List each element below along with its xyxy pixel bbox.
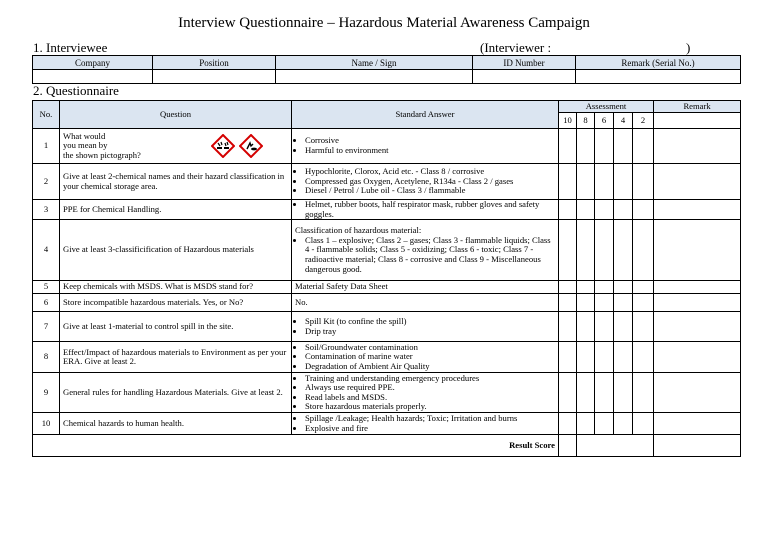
answer-list — [295, 317, 556, 336]
score-8-cell[interactable] — [577, 200, 595, 220]
score-6-cell[interactable] — [595, 220, 614, 281]
result-score-cell[interactable] — [559, 435, 577, 457]
score-4-cell[interactable] — [614, 164, 633, 200]
score-8-cell[interactable] — [577, 373, 595, 413]
score-10-cell[interactable] — [559, 164, 577, 200]
answer-item: • Store hazardous materials properly. — [305, 402, 556, 412]
score-10-cell[interactable] — [559, 200, 577, 220]
hazard-pictograms — [211, 134, 263, 158]
score-4-cell[interactable] — [614, 342, 633, 373]
score-6-cell[interactable] — [595, 129, 614, 164]
score-10-cell[interactable] — [559, 342, 577, 373]
score-10-cell[interactable] — [559, 129, 577, 164]
row-number: 4 — [33, 220, 60, 281]
answer-cell — [292, 164, 559, 200]
section1-heading: 1. Interviewee — [33, 40, 108, 55]
answer-item: • Harmful to environment — [305, 146, 556, 156]
question-cell: Effect/Impact of hazardous materials to Environment as per your ERA. Give at least 2. — [60, 342, 292, 373]
header-question: Question — [60, 101, 292, 129]
answer-intro: Material Safety Data Sheet — [295, 281, 388, 292]
answer-item: • Spillage /Leakage; Health hazards; Toxic; Irritation and burns — [305, 414, 556, 424]
company-cell[interactable] — [33, 70, 153, 84]
row-number: 8 — [33, 342, 60, 373]
col-remark: Remark (Serial No.) — [576, 56, 741, 70]
score-6: 6 — [595, 113, 614, 129]
answer-item: • Explosive and fire — [305, 424, 556, 434]
table-row — [33, 373, 741, 413]
remark-input-cell[interactable] — [654, 164, 741, 200]
row-number: 6 — [33, 294, 60, 312]
question-cell: Keep chemicals with MSDS. What is MSDS stand for? — [60, 281, 292, 294]
score-6-cell[interactable] — [595, 200, 614, 220]
score-8-cell[interactable] — [577, 281, 595, 294]
answer-cell — [292, 281, 559, 294]
answer-list — [295, 167, 556, 196]
question-cell: Give at least 1-material to control spill in the site. — [60, 312, 292, 342]
score-4-cell[interactable] — [614, 220, 633, 281]
table-row — [33, 220, 741, 281]
row-number: 7 — [33, 312, 60, 342]
score-4-cell[interactable] — [614, 312, 633, 342]
answer-item: • Class 1 – explosive; Class 2 – gases; Class 3 - flammable liquids; Class 4 - flammable solids; Class 5 - oxidizing; Class 6 - toxic; Class 7 - radioactive material; Class 8 - corrosive and Class 9 - Miscellaneous dangerous good. — [305, 236, 556, 275]
section2-heading: 2. Questionnaire — [33, 83, 119, 98]
score-4-cell[interactable] — [614, 294, 633, 312]
remark-input-cell[interactable] — [654, 294, 741, 312]
answer-item: • Corrosive — [305, 136, 556, 146]
score-8-cell[interactable] — [577, 342, 595, 373]
row-number: 2 — [33, 164, 60, 200]
answer-list — [295, 236, 556, 275]
col-id-number: ID Number — [473, 56, 576, 70]
result-score-blank — [577, 435, 654, 457]
question-text: What would you mean by the shown pictograph? — [63, 130, 141, 160]
remark-subheader — [654, 113, 741, 129]
answer-intro: No. — [295, 296, 308, 307]
answer-item: • Soil/Groundwater contamination — [305, 343, 556, 353]
score-2-cell[interactable] — [633, 164, 654, 200]
result-score-label: Result Score — [33, 435, 559, 457]
row-number: 10 — [33, 413, 60, 435]
table-row — [33, 200, 741, 220]
answer-item: • Helmet, rubber boots, half respirator mask, rubber gloves and safety goggles. — [305, 200, 556, 219]
header-answer: Standard Answer — [292, 101, 559, 129]
answer-cell — [292, 129, 559, 164]
answer-item: • Degradation of Ambient Air Quality — [305, 362, 556, 372]
row-number: 3 — [33, 200, 60, 220]
score-10-cell[interactable] — [559, 413, 577, 435]
answer-item: • Hypochlorite, Clorox, Acid etc. - Class 8 / corrosive — [305, 167, 556, 177]
score-4: 4 — [614, 113, 633, 129]
score-6-cell[interactable] — [595, 164, 614, 200]
score-6-cell[interactable] — [595, 342, 614, 373]
score-2-cell[interactable] — [633, 413, 654, 435]
score-2-cell[interactable] — [633, 200, 654, 220]
answer-item: • Always use required PPE. — [305, 383, 556, 393]
answer-item: • Compressed gas Oxygen, Acetylene, R134a - Class 2 / gases — [305, 177, 556, 187]
table-row — [33, 129, 741, 164]
score-10-cell[interactable] — [559, 294, 577, 312]
answer-cell — [292, 413, 559, 435]
score-6-cell[interactable] — [595, 281, 614, 294]
remark-input-cell[interactable] — [654, 312, 741, 342]
remark-input-cell[interactable] — [654, 220, 741, 281]
col-position: Position — [153, 56, 276, 70]
question-cell: Give at least 3-classificification of Hazardous materials — [60, 220, 292, 281]
remark-input-cell[interactable] — [654, 342, 741, 373]
score-6-cell[interactable] — [595, 294, 614, 312]
answer-cell — [292, 342, 559, 373]
environment-hazard-pictogram-icon — [239, 134, 263, 158]
answer-cell — [292, 294, 559, 312]
table-row — [33, 312, 741, 342]
score-2: 2 — [633, 113, 654, 129]
answer-list — [295, 136, 556, 155]
answer-list — [295, 200, 556, 219]
score-10-cell[interactable] — [559, 312, 577, 342]
score-10-cell[interactable] — [559, 281, 577, 294]
score-8-cell[interactable] — [577, 294, 595, 312]
score-2-cell[interactable] — [633, 220, 654, 281]
interviewer-close: ) — [686, 40, 691, 55]
remark-input-cell[interactable] — [654, 200, 741, 220]
remark-input-cell[interactable] — [654, 413, 741, 435]
table-row — [33, 164, 741, 200]
question-cell: Give at least 2-chemical names and their hazard classification in your chemical storage area. — [60, 164, 292, 200]
name-sign-cell[interactable] — [276, 70, 473, 84]
answer-item: • Drip tray — [305, 327, 556, 337]
score-2-cell[interactable] — [633, 312, 654, 342]
remark-input-cell[interactable] — [654, 373, 741, 413]
header-remark: Remark — [654, 101, 741, 113]
table-row — [33, 294, 741, 312]
result-remark-cell[interactable] — [654, 435, 741, 457]
score-8-cell[interactable] — [577, 220, 595, 281]
row-number: 1 — [33, 129, 60, 164]
question-rows — [33, 129, 741, 435]
score-2-cell[interactable] — [633, 129, 654, 164]
interviewee-table — [32, 55, 741, 84]
score-6-cell[interactable] — [595, 413, 614, 435]
question-cell: PPE for Chemical Handling. — [60, 200, 292, 220]
score-6-cell[interactable] — [595, 312, 614, 342]
header-assessment: Assessment — [559, 101, 654, 113]
score-8: 8 — [577, 113, 595, 129]
score-8-cell[interactable] — [577, 312, 595, 342]
position-cell[interactable] — [153, 70, 276, 84]
col-company: Company — [33, 56, 153, 70]
col-name-sign: Name / Sign — [276, 56, 473, 70]
score-8-cell[interactable] — [577, 164, 595, 200]
table-row — [33, 342, 741, 373]
answer-cell — [292, 373, 559, 413]
table-row — [33, 281, 741, 294]
table-row — [33, 413, 741, 435]
question-cell: Chemical hazards to human health. — [60, 413, 292, 435]
row-number: 9 — [33, 373, 60, 413]
answer-cell — [292, 220, 559, 281]
questionnaire-table — [32, 100, 741, 457]
question-cell — [60, 129, 292, 164]
answer-list — [295, 374, 556, 413]
question-cell: Store incompatible hazardous materials. Yes, or No? — [60, 294, 292, 312]
score-2-cell[interactable] — [633, 342, 654, 373]
row-number: 5 — [33, 281, 60, 294]
score-4-cell[interactable] — [614, 281, 633, 294]
answer-list — [295, 414, 556, 433]
score-10-cell[interactable] — [559, 220, 577, 281]
header-no: No. — [33, 101, 60, 129]
score-6-cell[interactable] — [595, 373, 614, 413]
answer-item: • Training and understanding emergency procedures — [305, 374, 556, 384]
interviewer-label: (Interviewer : — [480, 40, 552, 55]
answer-intro: Classification of hazardous material: — [295, 225, 422, 236]
page-title: Interview Questionnaire – Hazardous Material Awareness Campaign — [178, 15, 590, 31]
corrosive-pictogram-icon — [211, 134, 235, 158]
remark-cell[interactable] — [576, 70, 741, 84]
answer-item: • Spill Kit (to confine the spill) — [305, 317, 556, 327]
score-2-cell[interactable] — [633, 294, 654, 312]
question-cell: General rules for handling Hazardous Materials. Give at least 2. — [60, 373, 292, 413]
score-8-cell[interactable] — [577, 413, 595, 435]
score-4-cell[interactable] — [614, 413, 633, 435]
answer-item: • Read labels and MSDS. — [305, 393, 556, 403]
answer-cell — [292, 312, 559, 342]
id-number-cell[interactable] — [473, 70, 576, 84]
answer-item: • Contamination of marine water — [305, 352, 556, 362]
remark-input-cell[interactable] — [654, 129, 741, 164]
answer-cell — [292, 200, 559, 220]
answer-item: • Diesel / Petrol / Lube oil - Class 3 / flammable — [305, 186, 556, 196]
score-4-cell[interactable] — [614, 200, 633, 220]
score-4-cell[interactable] — [614, 129, 633, 164]
score-2-cell[interactable] — [633, 281, 654, 294]
score-10-cell[interactable] — [559, 373, 577, 413]
score-4-cell[interactable] — [614, 373, 633, 413]
remark-input-cell[interactable] — [654, 281, 741, 294]
score-8-cell[interactable] — [577, 129, 595, 164]
score-2-cell[interactable] — [633, 373, 654, 413]
score-10: 10 — [559, 113, 577, 129]
answer-list — [295, 343, 556, 372]
